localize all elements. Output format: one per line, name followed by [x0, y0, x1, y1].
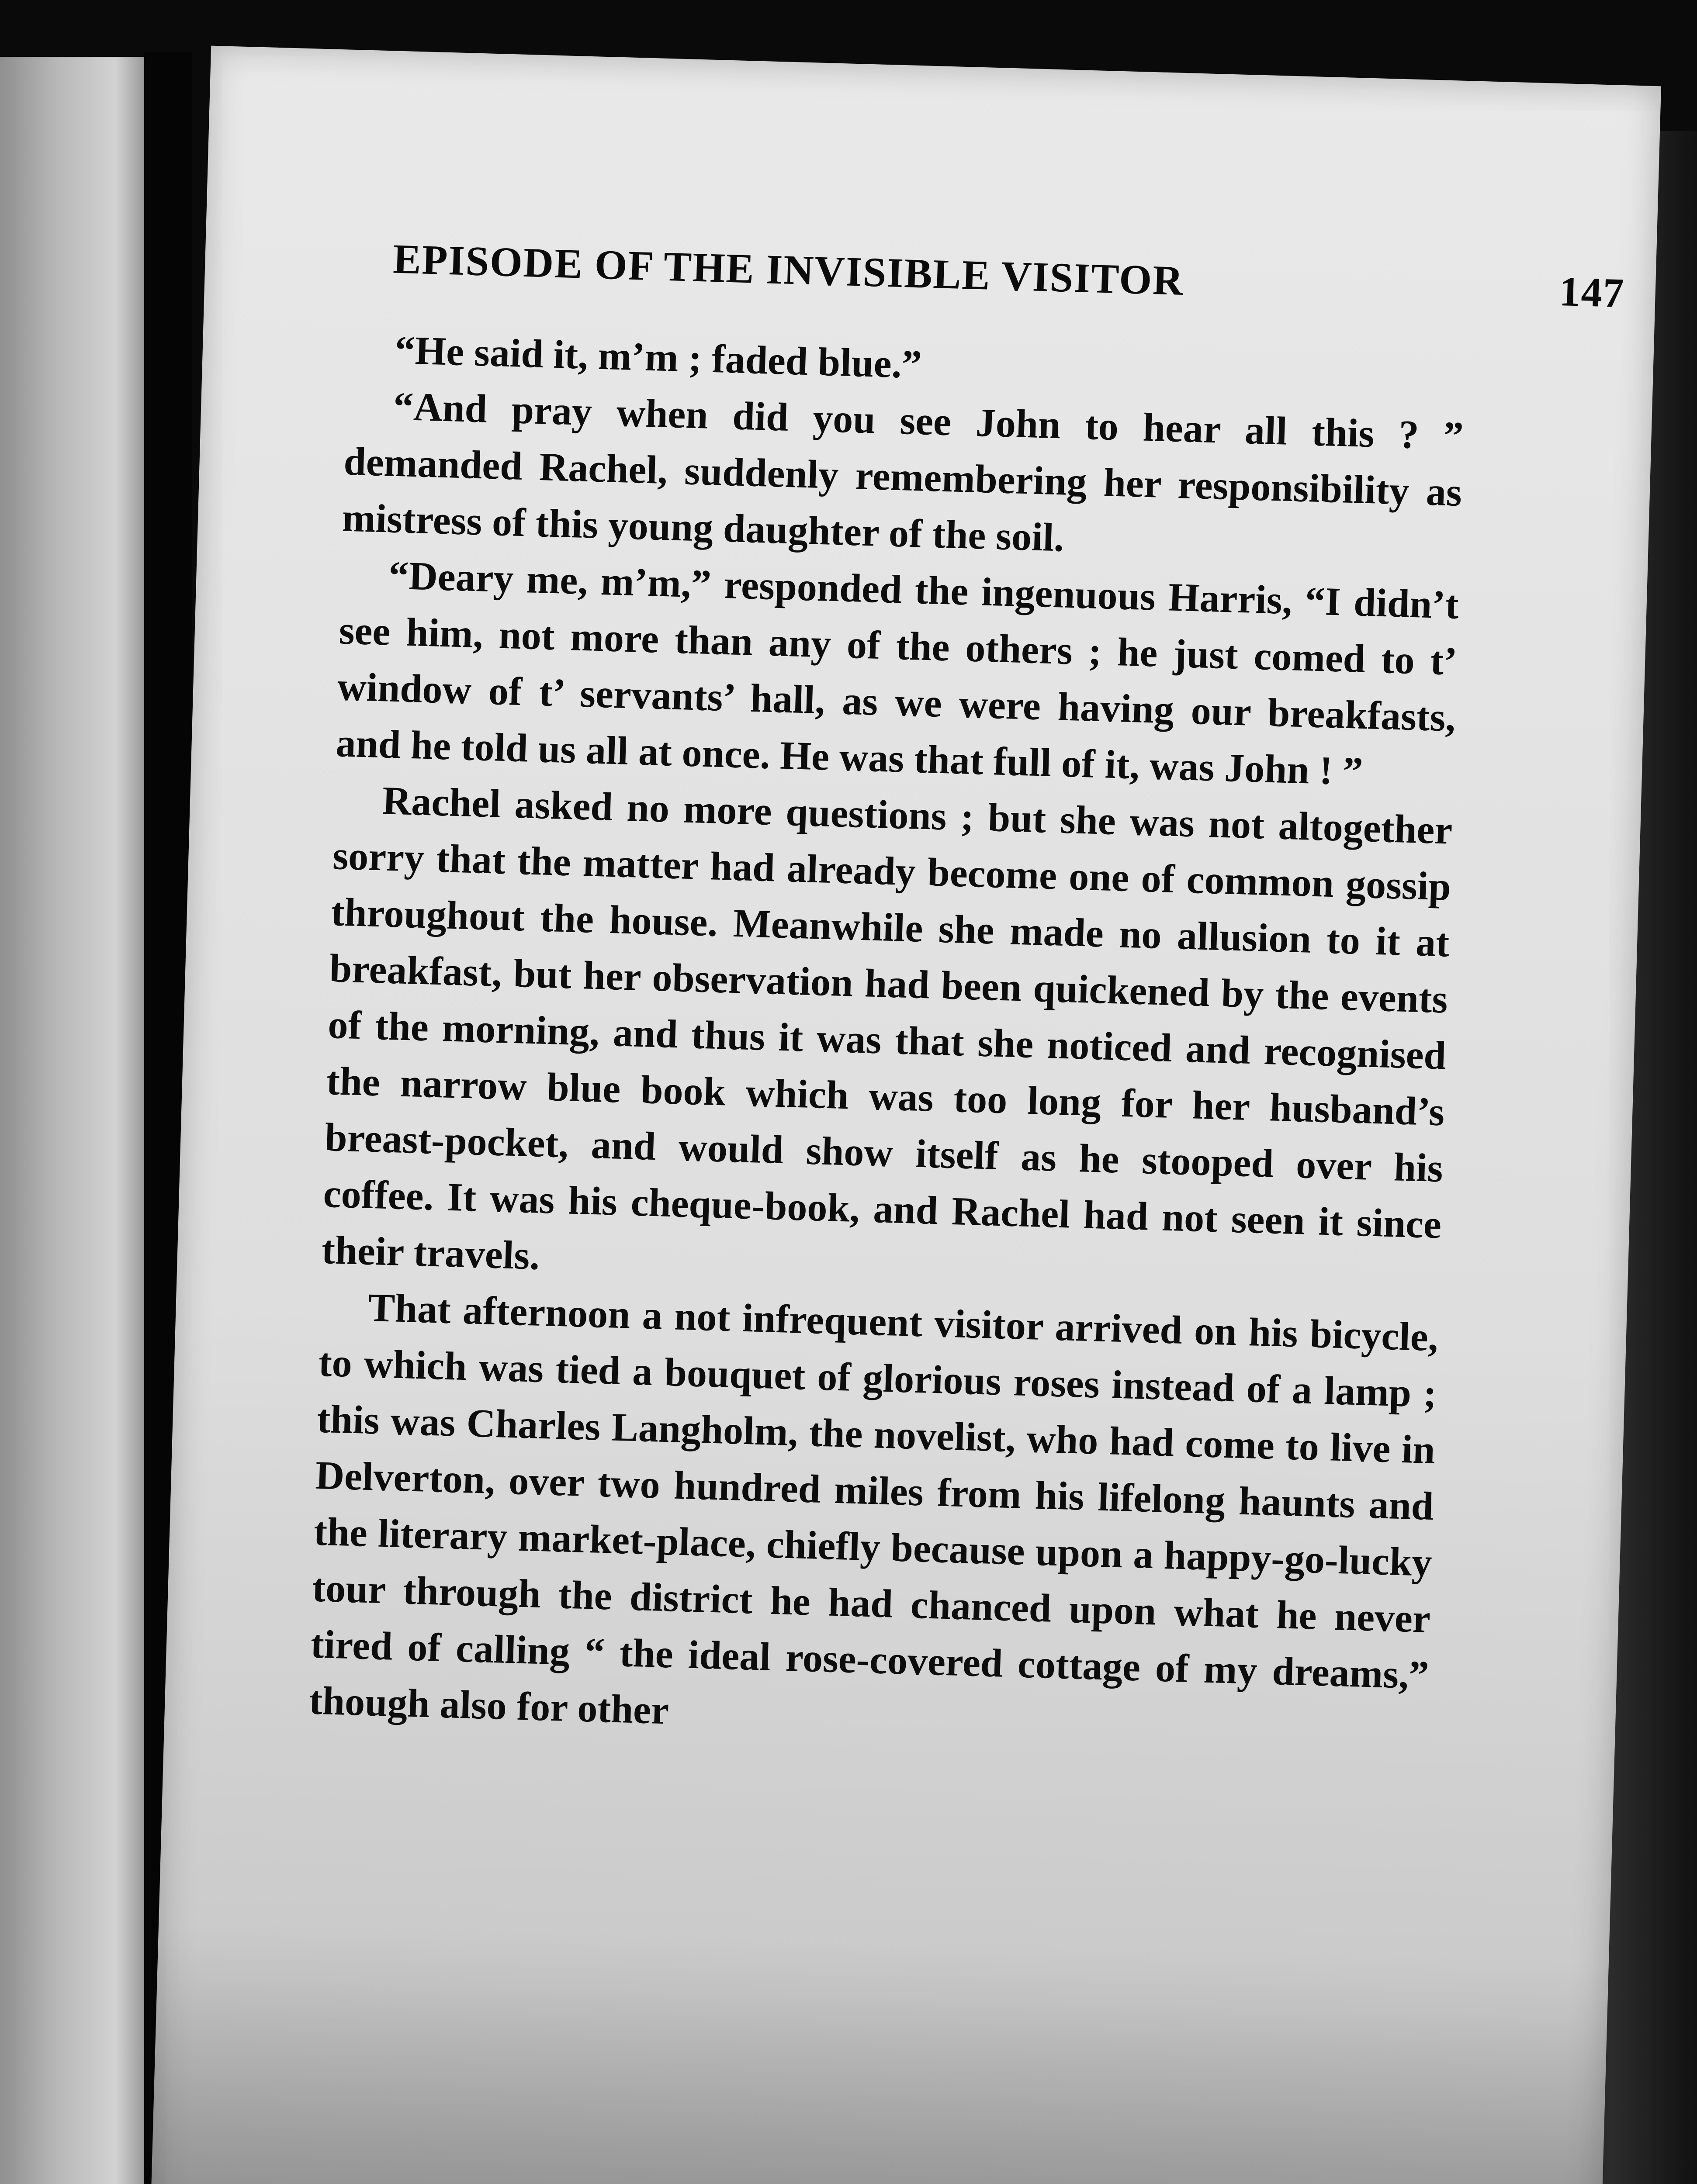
paragraph: “Deary me, m’m,” responded the ingenuous Harris, “I didn’t see him, not more than any of the others ; he just comed to t’ window of t’ servants’ hall, as we were having our breakfasts, and he told us all at once. He was that full of it, was John ! ” [335, 553, 1460, 794]
book-page [148, 46, 1661, 2184]
left-page-edge [0, 57, 144, 2184]
paragraph: Rachel asked no more questions ; but she was not altogether sorry that the matter had already become one of common gossip throughout the house. Meanwhile she made no allusion to it at breakfast, but her observation had been quickened by the events of the morning, and thus it was that she noticed and recognised the narrow blue book which was too long for her husband’s breast-pocket, and would show itself as he stooped over his coffee. It was his cheque-book, and Rachel had not seen it since their travels. [321, 778, 1453, 1278]
paragraph: “And pray when did you see John to hear all this ? ” demanded Rachel, suddenly remembering her responsibility as mistress of this young daughter of the soil. [341, 384, 1464, 560]
page-number: 147 [1558, 268, 1626, 317]
body-text [308, 321, 1466, 1760]
paragraph: “He said it, m’m ; faded blue.” [394, 327, 923, 387]
running-title: EPISODE OF THE INVISIBLE VISITOR [392, 235, 1185, 304]
paragraph: That afternoon a not infrequent visitor arrived on his bicycle, to which was tied a bouquet of glorious roses instead of a lamp ; this was Charles Langholm, the novelist, who had come to live in Delverton, over two hundred miles from his lifelong haunts and the literary market-place, chiefly because upon a happy-go-lucky tour through the district he had chanced upon what he never tired of calling “ the ideal rose-covered cottage of my dreams,” though also for other [308, 1285, 1439, 1733]
running-header [392, 235, 1626, 317]
